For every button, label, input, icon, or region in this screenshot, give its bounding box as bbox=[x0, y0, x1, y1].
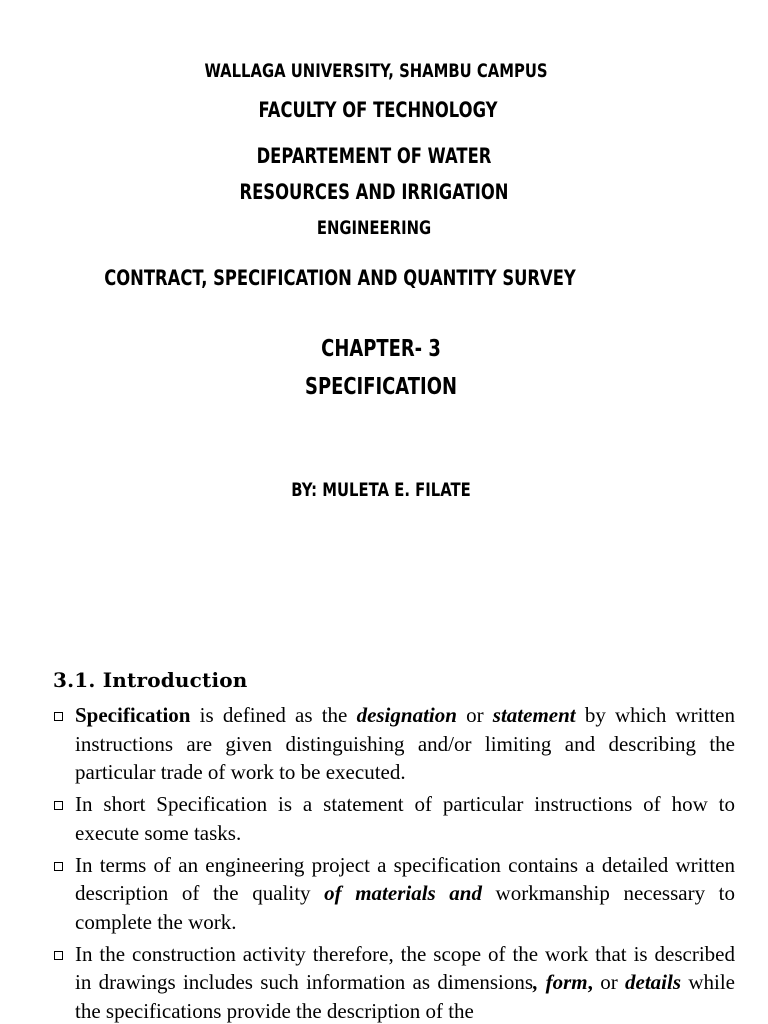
department-name-line-2: RESOURCES AND IRRIGATION bbox=[239, 180, 509, 204]
bullet-text-run: of materials and bbox=[324, 881, 482, 905]
bullet-text-run: In short Specification is a statement of particular instructions of how to execute some tasks. bbox=[75, 792, 735, 845]
bullet-text-run: , bbox=[587, 970, 593, 994]
bullet-item bbox=[53, 790, 735, 847]
bullet-text-run: details bbox=[625, 970, 682, 994]
bullet-text-run: In terms of an engineering project a specification contains a detailed written description of the quality bbox=[75, 852, 735, 905]
bullet-text-run: , form bbox=[533, 970, 588, 994]
course-title: CONTRACT, SPECIFICATION AND QUANTITY SURVEY bbox=[104, 266, 576, 290]
square-bullet-icon bbox=[54, 951, 63, 960]
bullet-text-run: designation bbox=[356, 703, 457, 727]
square-bullet-icon bbox=[54, 801, 63, 810]
faculty-name: FACULTY OF TECHNOLOGY bbox=[258, 98, 498, 122]
square-bullet-icon bbox=[54, 712, 63, 721]
author-line: BY: MULETA E. FILATE bbox=[291, 479, 471, 501]
department-name-line-3: ENGINEERING bbox=[316, 217, 432, 239]
bullet-text-run: statement bbox=[492, 703, 576, 727]
bullet-text-run: or bbox=[592, 970, 626, 994]
bullet-text-run: workmanship necessary to complete the work. bbox=[75, 881, 735, 934]
bullet-text-run: is defined as the bbox=[190, 703, 357, 727]
bullet-text-run: In the construction activity therefore, the scope of the work that is described in drawings includes such information as dimensions bbox=[75, 941, 735, 994]
bullet-item bbox=[53, 701, 735, 787]
bullet-item bbox=[53, 851, 735, 937]
bullet-text-run: by which written instructions are given distinguishing and/or limiting and describing the particular trade of work to be executed. bbox=[75, 703, 736, 784]
square-bullet-icon bbox=[54, 862, 63, 871]
chapter-title: SPECIFICATION bbox=[305, 374, 457, 400]
department-name-line-1: DEPARTEMENT OF WATER bbox=[256, 144, 492, 168]
bullet-text-run: Specification bbox=[75, 703, 191, 727]
university-name: WALLAGA UNIVERSITY, SHAMBU CAMPUS bbox=[204, 60, 548, 82]
section-heading: 3.1. Introduction bbox=[53, 668, 248, 692]
bullet-list bbox=[53, 701, 735, 1024]
bullet-text-run: while the specifications provide the description of the bbox=[75, 970, 735, 1023]
bullet-item bbox=[53, 940, 735, 1024]
bullet-text-run: or bbox=[456, 703, 493, 727]
chapter-number: CHAPTER- 3 bbox=[321, 336, 441, 362]
